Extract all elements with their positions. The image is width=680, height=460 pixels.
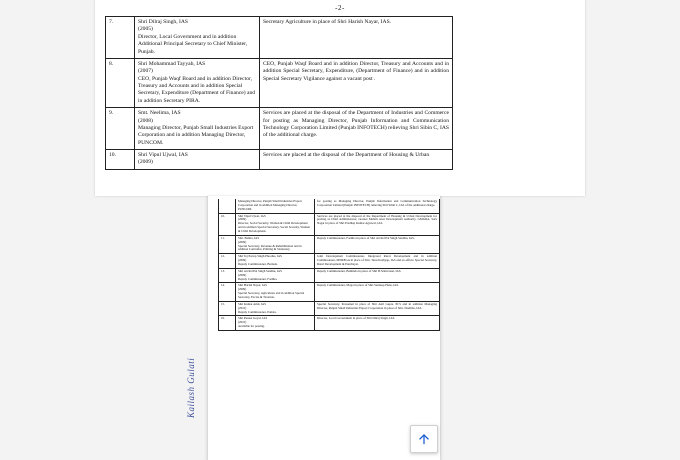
row-serial: 16. — [219, 316, 236, 331]
row-officer — [236, 301, 315, 316]
row-officer — [236, 316, 315, 331]
officer-name: Shri Mohammad Tayyab, IAS — [138, 60, 206, 67]
officer-name: Shri Harish Nayar, IAS — [238, 283, 267, 288]
table-row — [219, 254, 440, 269]
row-remarks: Deputy Commissioner, Bathinda in place of Shri B.Srinivasan, IAS. — [315, 268, 440, 283]
officer-current-posting: Available for posting. — [238, 324, 265, 329]
row-officer — [236, 254, 315, 269]
scroll-to-top-button[interactable] — [410, 425, 438, 453]
table-row — [219, 199, 440, 213]
officer-current-posting: Director, Local Government and in addition Additional Principal Secretary to Chief Minister, Punjab. — [138, 33, 248, 55]
officer-table-bottom — [218, 199, 440, 331]
row-officer — [135, 58, 260, 107]
page-edge-right — [440, 196, 444, 460]
row-remarks: Joint Development Commissioner, Integrated Rural Development and in addition Commissioner, MNREGA in place of Smt. Tanu Kashyap, IAS and ex-officio Special Secretary, Rural Development & Panchayat. — [315, 254, 440, 269]
row-serial: 15. — [219, 301, 236, 316]
row-officer — [135, 108, 260, 150]
table-row — [106, 150, 453, 170]
table-row — [219, 301, 440, 316]
officer-year: (2009) — [238, 239, 247, 244]
row-serial — [219, 199, 236, 213]
table-row — [106, 108, 453, 150]
table-row — [219, 283, 440, 301]
table-row — [219, 235, 440, 253]
officer-current-posting: Director, Social Security, Women & Child Development and in addition Special Secretary, Social Security, Women & Child Development. — [238, 221, 310, 234]
officer-year: (2009) — [238, 258, 247, 263]
officer-current-posting: Deputy Commissioner, Patiala. — [238, 309, 277, 314]
handwritten-signature: Kailash Gulati — [186, 357, 196, 418]
row-serial: 14. — [219, 283, 236, 301]
officer-name: Shri Tej Partap Singh Phoolka, IAS — [238, 254, 282, 259]
row-serial: 10. — [219, 213, 236, 235]
page-number: -2- — [335, 4, 345, 12]
row-remarks: Secretary Agriculture in place of Shri Harish Nayar, IAS. — [260, 17, 453, 59]
officer-year: (2009) — [238, 217, 247, 222]
officer-current-posting: CEO, Punjab Waqf Board and in addition Director, Treasury and Accounts and in addition Special Secretary, Expenditure (Department of Finance) and in addition Secretary PIRA. — [138, 75, 256, 104]
row-serial: 8. — [106, 58, 135, 107]
officer-year: (2009) — [138, 159, 153, 166]
row-remarks: Director, Local Government in place of Shri Dilraj Singh, IAS. — [315, 316, 440, 331]
officer-current-posting: Deputy Commissioner, Barnala. — [238, 262, 278, 267]
officer-name: Shri Vipul Ujwal, IAS — [238, 213, 266, 218]
arrow-up-icon — [417, 432, 431, 446]
row-officer — [236, 213, 315, 235]
officer-year: (2008) — [138, 117, 153, 124]
table-row — [106, 17, 453, 59]
officer-table-top — [105, 16, 453, 170]
officer-name: Shri Arvind Pal Singh Sandhu, IAS — [238, 268, 282, 273]
row-officer — [236, 235, 315, 253]
row-remarks: Deputy Commissioner, Fazilka in place of Shri Arvind Pal Singh Sandhu, IAS. — [315, 235, 440, 253]
officer-name: Smt. Neelima, IAS — [138, 110, 181, 117]
table-row — [219, 213, 440, 235]
officer-current-posting: Managing Director, Punjab Small Industries Export Corporation and in addition Managing Director, PUNCOM. — [138, 124, 254, 146]
row-serial: 11. — [219, 235, 236, 253]
officer-current-posting: Special Secretary, Agriculture and in addition Special Secretary, Excise & Taxation. — [238, 291, 305, 300]
row-serial: 9. — [106, 108, 135, 150]
officer-name: Shri Vipul Ujwal, IAS — [138, 152, 188, 158]
officer-year: (2010) — [238, 305, 247, 310]
row-officer: Managing Director, Punjab Small Industries Export Corporation and in addition Managing Director, PUNCOM. — [236, 199, 315, 213]
row-remarks: Services are placed at the disposal of the Department of Industries and Commerce for posting as Managing Director, Punjab Information and Communication Technology Corporation Limited (Punjab INFOTECH) relieving Shri Sibin C, IAS of the additional charge. — [260, 108, 453, 150]
row-remarks: Services are placed at the disposal of the Department of Housing & Urban Development for posting as Chief Administrator, Greater Mohali Area Development Authority, GMADA, SAS Nagar in place of Shri Pradhap Kumar Agrawal, IAS. — [315, 213, 440, 235]
row-officer — [135, 150, 260, 170]
row-serial: 10. — [106, 150, 135, 170]
officer-name: Shri Kumar Amit, IAS — [238, 301, 267, 306]
row-officer — [135, 17, 260, 59]
row-serial: 12. — [219, 254, 236, 269]
row-remarks: Deputy Commissioner, Moga in place of Shri Sandeep Hans, IAS. — [315, 283, 440, 301]
officer-name: Shri Puneet Goyal, IAS — [238, 316, 268, 321]
row-serial: 13. — [219, 268, 236, 283]
officer-name: Smt. Babita, IAS — [238, 235, 260, 240]
row-remarks: Services are placed at the disposal of the Department of Housing & Urban — [260, 150, 453, 170]
officer-year: (2005) — [138, 26, 153, 33]
page-edge-left — [204, 196, 208, 460]
row-remarks: CEO, Punjab Waqf Board and in addition Director, Treasury and Accounts and in addition Special Secretary, Expenditure, (Department of Finance) and in addition Special Secretary Vigilance against a vacant post . — [260, 58, 453, 107]
table-row — [219, 316, 440, 331]
table-row — [106, 58, 453, 107]
row-serial: 7. — [106, 17, 135, 59]
officer-year: (2009) — [238, 287, 247, 292]
officer-current-posting: Special Secretary, Revenue & Rehabilitation and in addition Controller, Printing & Stationery. — [238, 243, 302, 252]
row-officer — [236, 283, 315, 301]
officer-year: (2007) — [138, 68, 153, 75]
officer-current-posting: Deputy Commissioner, Fazilka. — [238, 276, 278, 281]
row-remarks: Special Secretary, Personnel in place of Shri Anil Gupta, PCS and in addition Managing Director, Punjab Small Industries Export Corporation in place of Smt. Neelima, IAS. — [315, 301, 440, 316]
officer-year: (2009) — [238, 272, 247, 277]
officer-name: Shri Dilraj Singh, IAS — [138, 19, 189, 25]
table-row — [219, 268, 440, 283]
officer-year: (2010) — [238, 320, 247, 325]
row-remarks: for posting as Managing Director, Punjab Information and Communication Technology Corporation Limited (Punjab INFOTECH) relieving Shri Sibin C, IAS of the additional charge. — [315, 199, 440, 213]
row-officer — [236, 268, 315, 283]
